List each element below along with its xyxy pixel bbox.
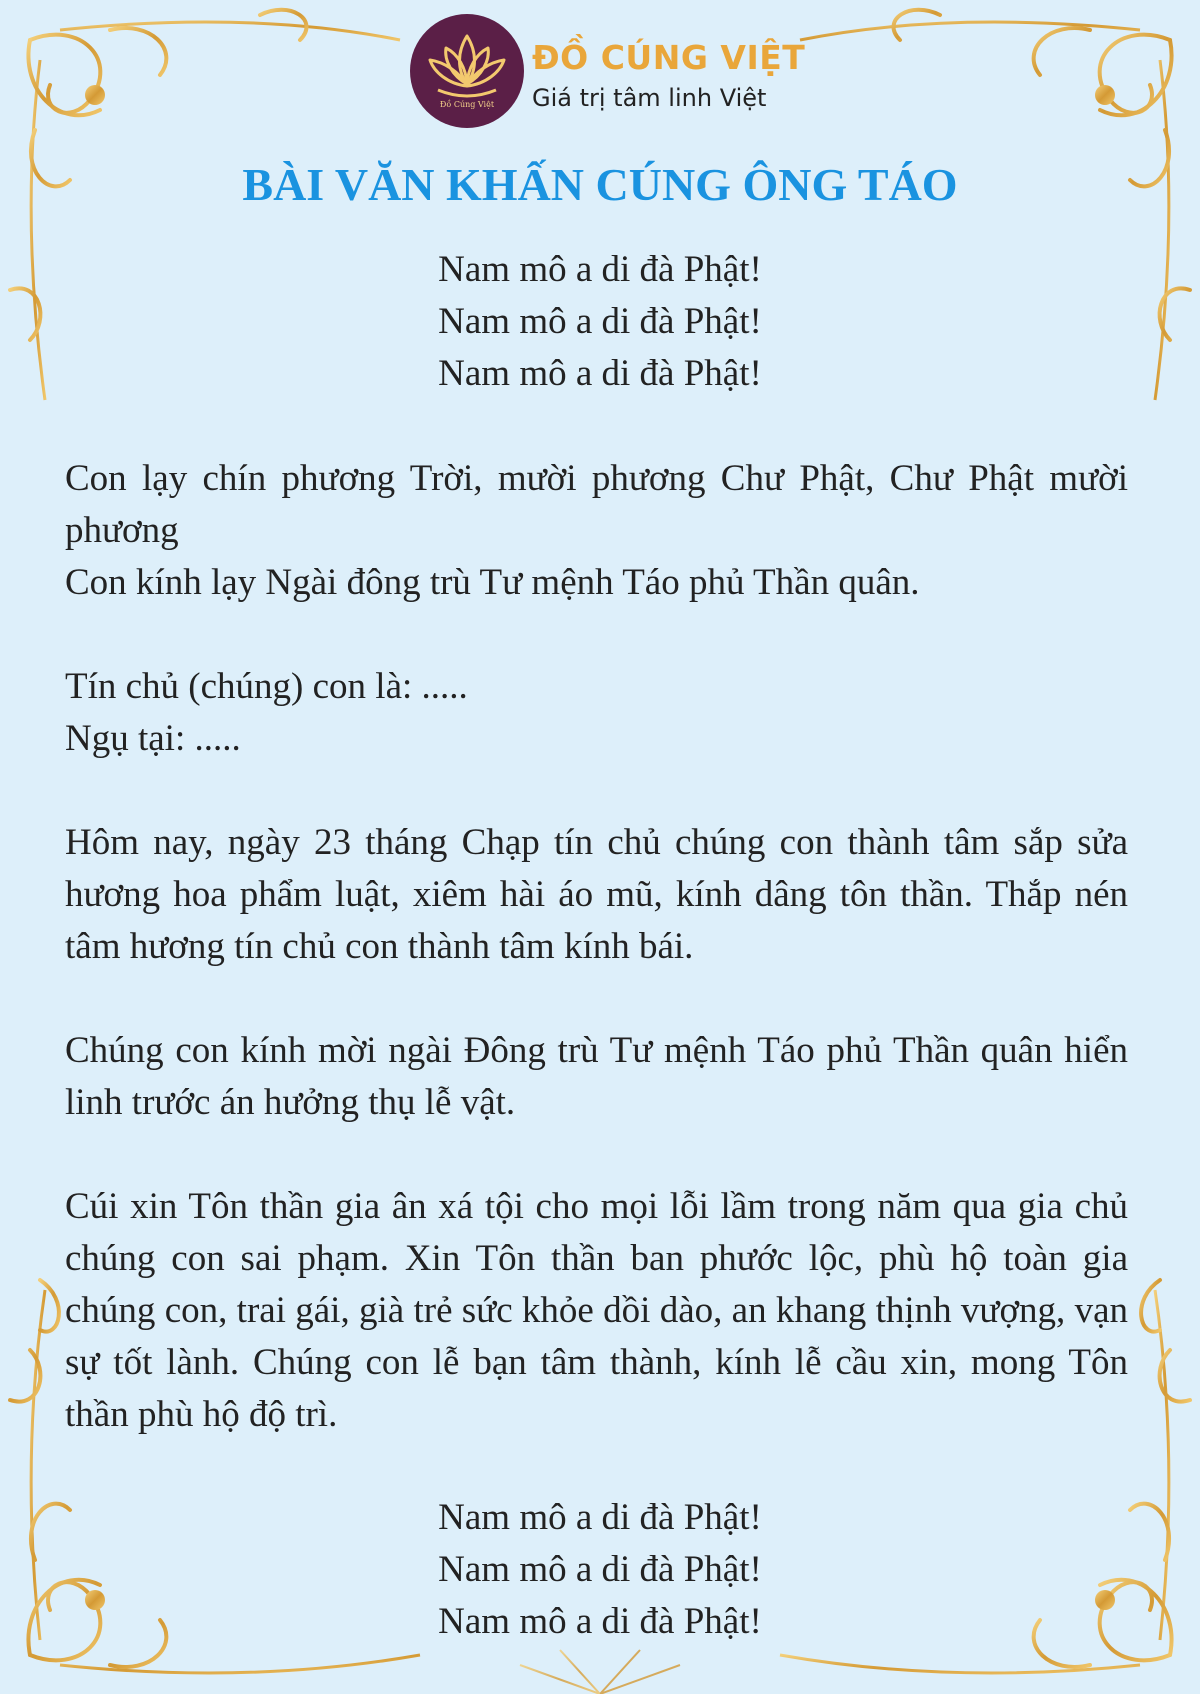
chant-line: Nam mô a di đà Phật! [438, 249, 762, 290]
chant-line: Nam mô a di đà Phật! [438, 1497, 762, 1538]
brand-name: ĐỒ CÚNG VIỆT [532, 38, 806, 77]
paragraph-petition [65, 1181, 1128, 1441]
paragraph-line: Chúng con kính mời ngài Đông trù Tư mệnh Táo phủ Thần quân hiển linh trước án hưởng thụ lễ vật. [65, 1030, 1128, 1123]
chant-line: Nam mô a di đà Phật! [438, 353, 762, 394]
brand-tagline: Giá trị tâm linh Việt [532, 84, 767, 112]
paragraph-line: Tín chủ (chúng) con là: ..... [65, 666, 468, 707]
brand-logo [410, 14, 524, 128]
paragraph-devotee-info [65, 661, 1128, 765]
chant-line: Nam mô a di đà Phật! [438, 301, 762, 342]
paragraph-line: Con kính lạy Ngài đông trù Tư mệnh Táo phủ Thần quân. [65, 562, 920, 603]
paragraph-line: Ngụ tại: ..... [65, 718, 241, 759]
paragraph-line: Cúi xin Tôn thần gia ân xá tội cho mọi lỗi lầm trong năm qua gia chủ chúng con sai phạm. Xin Tôn thần ban phước lộc, phù hộ toàn gia chúng con, trai gái, già trẻ sức khỏe dồi dào, an khang thịnh vượng, vạn sự tốt lành. Chúng con lễ bạn tâm thành, kính lễ cầu xin, mong Tôn thần phù hộ độ trì. [65, 1186, 1128, 1435]
paragraph-offering [65, 817, 1128, 973]
paragraph-line: Hôm nay, ngày 23 tháng Chạp tín chủ chúng con thành tâm sắp sửa hương hoa phẩm luật, xiêm hài áo mũ, kính dâng tôn thần. Thắp nén tâm hương tín chủ con thành tâm kính bái. [65, 822, 1128, 967]
paragraph-line: Con lạy chín phương Trời, mười phương Chư Phật, Chư Phật mười phương [65, 458, 1128, 551]
page-title: BÀI VĂN KHẤN CÚNG ÔNG TÁO [242, 159, 958, 210]
closing-chant [0, 1492, 1200, 1648]
paragraph-invocation [65, 453, 1128, 609]
logo-caption: Đồ Cúng Việt [439, 100, 495, 109]
lotus-icon [410, 14, 524, 128]
chant-line: Nam mô a di đà Phật! [438, 1549, 762, 1590]
paragraph-invitation [65, 1025, 1128, 1129]
chant-line: Nam mô a di đà Phật! [438, 1601, 762, 1642]
prayer-body [65, 453, 1128, 1493]
opening-chant [0, 244, 1200, 400]
